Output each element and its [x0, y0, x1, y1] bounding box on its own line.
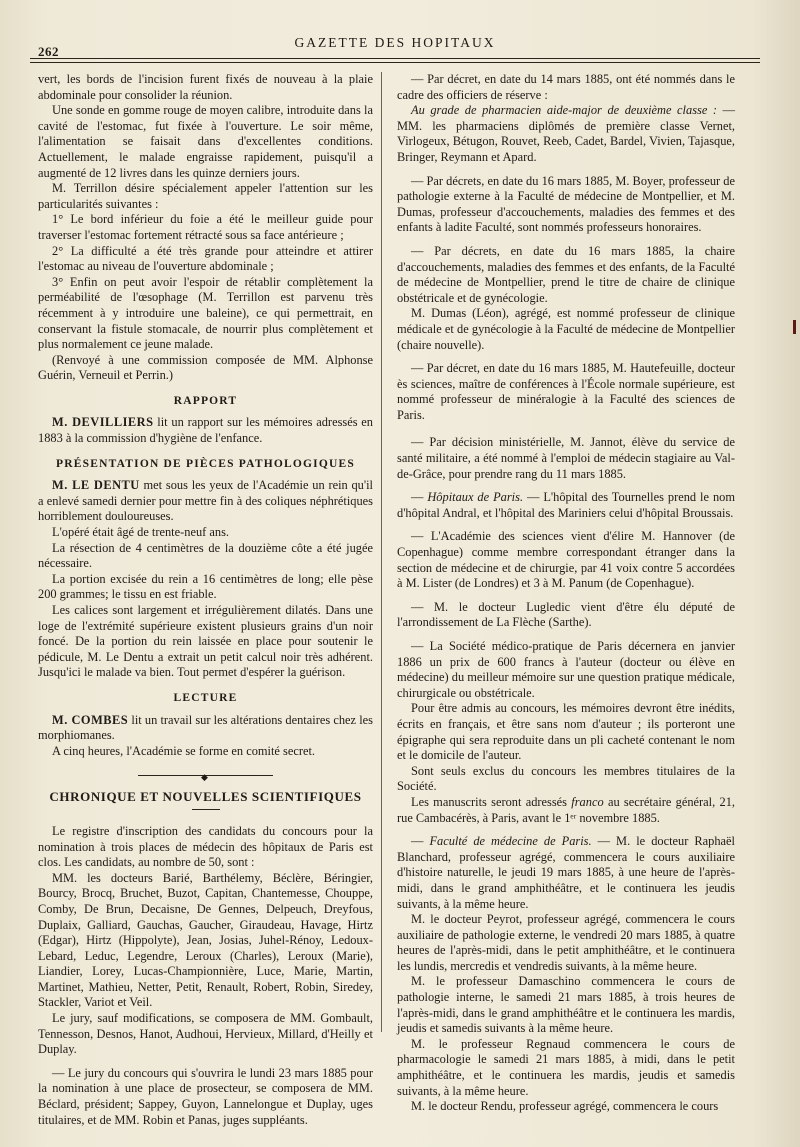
paragraph: — Par décision ministérielle, M. Jannot, élève du service de santé militaire, a été nommé à l'emploi de médecin stagiaire au Val-de-Grâce, pour prendre rang du 11 mars 1885.	[397, 435, 735, 481]
spacer	[397, 592, 735, 600]
paragraph: MM. les docteurs Barié, Barthélemy, Béclère, Béringier, Bourcy, Brocq, Bruchet, Buzot, Capitan, Chantemesse, Chouppe, Comby, De Brun, Decaisne, De Gennes, Delpeuch, Dreyfous, Duplaix, Galliard, Gauchas, Gaucher, Giraudeau, Havage, Hirtz (Edgar), Hirtz (Hippolyte), Jean, Josias, Juhel-Rénoy, Ledoux-Lebard, Leduc, Legendre, Leroux (Charles), Leroux (Marie), Liandier, Lorey, Lucas-Championnière, Luce, Marie, Martin, Martinet, Mathieu, Netter, Petit, Renault, Robert, Robin, Siredey, Stackler, Variot et Veil.	[38, 870, 373, 1010]
spacer	[397, 353, 735, 361]
paragraph: M. le docteur Peyrot, professeur agrégé, commencera le cours auxiliaire de pathologie externe, le vendredi 20 mars 1885, à quatre heures de l'après-midi, dans le petit amphithéâtre, et le continuera les lundis, mercredis et vendredis suivants, à la même heure.	[397, 912, 735, 973]
paragraph: Pour être admis au concours, les mémoires devront être inédits, écrits en français, et être sans nom d'auteur ; ils porteront une épigraphe qui sera reproduite dans un pli cacheté contenant le nom et le domicile de l'auteur.	[397, 701, 735, 763]
paragraph: La résection de 4 centimètres de la douzième côte a été jugée nécessaire.	[38, 540, 373, 571]
list-item: 3° Enfin on peut avoir l'espoir de rétablir complètement la perméabilité de l'œsophage (M. Terrillon est parvenu très récemment à y introduire une baleine), ce qui permettrait, en conservant la fistule stomacale, de nourrir plus complètement et plus normalement ce jeune malade.	[38, 274, 373, 352]
paragraph	[397, 795, 735, 826]
running-title: GAZETTE DES HOPITAUX	[294, 35, 496, 50]
page-edge-mark	[793, 320, 796, 334]
paragraph: — Par décrets, en date du 16 mars 1885, la chaire d'accouchements, maladies des femmes et des enfants, de la Faculté de médecine de Montpellier, prend le titre de chaire de clinique obstétricale et de gynécologie.	[397, 243, 735, 305]
paragraph: Le registre d'inscription des candidats du concours pour la nomination à trois places de médecin des hôpitaux de Paris est clos. Les candidats, au nombre de 50, sont :	[38, 823, 373, 870]
paragraph: M. le professeur Regnaud commencera le cours de pharmacologie le samedi 21 mars 1885, à midi, dans le petit amphithéâtre, et le continuera les mardis, jeudis et samedis suivants, à la même heure.	[397, 1036, 735, 1098]
paragraph: Les calices sont largement et irrégulièrement dilatés. Dans une loge de l'extrémité supérieure existent plusieurs grains d'un noir foncé. De la portion du rein laissée en place pour soutenir le pédicule, M. Le Dentu a extrait un petit calcul noir très adhérent. Jusqu'ici le malade va bien. Tout permet d'espérer la guérison.	[38, 603, 373, 680]
paragraph: Une sonde en gomme rouge de moyen calibre, introduite dans la cavité de l'estomac, fut fixée à l'ouverture. Le soir même, l'alimentation se faisait dans d'excellentes conditions. Actuellement, le malade engraisse rapidement, puisqu'il a augmenté de 12 livres dans les quinze derniers jours.	[38, 103, 373, 180]
list-item: 1° Le bord inférieur du foie a été le meilleur guide pour traverser l'estomac fortement rétracté sous sa face antérieure ;	[38, 212, 373, 242]
ornament-divider	[38, 769, 373, 781]
spacer	[397, 631, 735, 639]
spacer	[397, 826, 735, 834]
spacer	[38, 1058, 373, 1066]
paragraph	[38, 713, 373, 744]
paragraph-text: Les manuscrits seront adressés	[411, 794, 572, 809]
section-heading-rapport: RAPPORT	[173, 394, 238, 407]
list-item: 2° La difficulté a été très grande pour atteindre et attirer l'estomac au niveau de l'ouverture abdominale ;	[38, 243, 373, 274]
paragraph: — Par décret, en date du 14 mars 1885, ont été nommés dans le cadre des officiers de réserve :	[397, 72, 735, 102]
paragraph: — L'Académie des sciences vient d'élire M. Hannover (de Copenhague) comme membre correspondant étranger dans la section de médecine et de chirurgie, par 41 voix contre 5 accordées à M. Lister (de Londres) et 3 à M. Panum (de Copenhague).	[397, 529, 735, 591]
paragraph: Le jury, sauf modifications, se composera de MM. Gombault, Tennesson, Desnos, Hanot, Audhoui, Hervieux, Millard, d'Heilly et Duplay.	[38, 1011, 373, 1057]
italic-text: Faculté de médecine de Paris.	[429, 834, 592, 849]
paragraph	[397, 490, 735, 521]
spacer	[397, 482, 735, 490]
speaker-name: M. COMBES	[52, 712, 129, 727]
page-header	[30, 30, 760, 58]
paragraph: Sont seuls exclus du concours les membres titulaires de la Société.	[397, 763, 735, 794]
speaker-name: M. DEVILLIERS	[52, 415, 154, 430]
paragraph: A cinq heures, l'Académie se forme en comité secret.	[52, 743, 316, 758]
paragraph: — Par décrets, en date du 16 mars 1885, M. Boyer, professeur de pathologie externe à la Faculté de médecine de Montpellier, et M. Dumas, professeur d'accouchements, maladies des femmes et des enfants à ladite Faculté, sont nommés professeurs honoraires.	[397, 173, 735, 235]
column-divider	[381, 72, 382, 1032]
paragraph	[38, 415, 373, 446]
spacer	[397, 236, 735, 244]
paragraph: — La Société médico-pratique de Paris décernera en janvier 1886 un prix de 600 francs à l'auteur (docteur ou élève en médecine) du meilleur mémoire sur une question pratique médicale, chirurgicale ou obstétricale.	[397, 639, 735, 700]
page-number: 262	[38, 44, 59, 59]
paragraph: M. le professeur Damaschino commencera le cours de pathologie interne, le samedi 21 mars 1885, à trois heures de l'après-midi, dans le grand amphithéâtre et le continuera les mardis, jeudis et samedis suivants à la même heure.	[397, 974, 735, 1036]
italic-text: Hôpitaux de Paris.	[427, 490, 524, 505]
spacer	[397, 423, 735, 435]
paragraph: — Le jury du concours qui s'ouvrira le lundi 23 mars 1885 pour la nomination à une place de prosecteur, se composera de MM. Béclard, président; Sappey, Guyon, Lannelongue et Duplay, uges titulaires, et de MM. Robin et Panas, juges suppléants.	[38, 1065, 373, 1127]
speaker-name: M. LE DENTU	[52, 478, 140, 493]
italic-text: franco	[571, 794, 604, 809]
paragraph: L'opéré était âgé de trente-neuf ans.	[52, 525, 229, 540]
italic-text: Au grade de pharmacien aide-major de deuxième classe :	[411, 103, 718, 118]
header-rule-thin	[30, 62, 760, 63]
dash: —	[411, 490, 428, 505]
paragraph-text: — L'hôpital des Tournelles prend le nom d'hôpital Andral, et l'hôpital des Mariniers celui d'hôpital Broussais.	[397, 490, 735, 520]
paragraph	[38, 478, 373, 525]
paragraph: M. Terrillon désire spécialement appeler l'attention sur les particularités suivantes :	[38, 181, 373, 211]
paragraph: — M. le docteur Lugledic vient d'être élu député de l'arrondissement de La Flèche (Sarthe).	[397, 599, 735, 630]
paragraph-text: met sous les yeux de l'Académie un rein qu'il a enlevé samedi dernier pour mettre fin à des coliques néphrétiques horriblement douloureuses.	[38, 478, 373, 524]
section-heading-lecture: LECTURE	[173, 691, 238, 704]
ornament-diamond-icon: ◆	[201, 772, 208, 783]
paragraph-text: au secrétaire général, 21, rue Cambacérès, à Paris, avant le 1ᵉʳ novembre 1885.	[397, 794, 736, 825]
paragraph-text: — MM. les pharmaciens diplômés de première classe Vernet, Virlogeux, Bétugon, Rouvet, Reeb, Cadet, Bardel, Vivien, Tajasque, Bringer, Reymann et Apard.	[397, 103, 735, 164]
header-rule	[30, 58, 760, 59]
paragraph-text: lit un rapport sur les mémoires adressés en 1883 à la commission d'hygiène de l'enfance.	[38, 415, 374, 446]
paragraph	[397, 103, 735, 165]
spacer	[397, 166, 735, 174]
short-rule	[192, 809, 220, 810]
paragraph: (Renvoyé à une commission composée de MM. Alphonse Guérin, Verneuil et Perrin.)	[38, 352, 373, 383]
dash: —	[411, 834, 430, 849]
spacer	[397, 521, 735, 529]
paragraph: vert, les bords de l'incision furent fixés de nouveau à la plaie abdominale pour consolider la réunion.	[38, 72, 373, 102]
right-column	[397, 72, 735, 1115]
paragraph	[397, 834, 735, 912]
left-column	[38, 72, 373, 1128]
paragraph: M. le docteur Rendu, professeur agrégé, commencera le cours	[411, 1099, 719, 1114]
section-heading-presentation: PRÉSENTATION DE PIÈCES PATHOLOGIQUES	[56, 457, 355, 470]
paragraph: — Par décret, en date du 16 mars 1885, M. Hautefeuille, docteur ès sciences, maître de conférences à l'École normale supérieure, est nommé professeur de minéralogie à la Faculté des sciences de Paris.	[397, 361, 735, 422]
paragraph: La portion excisée du rein a 16 centimètres de long; elle pèse 200 grammes; le tissu en est friable.	[38, 571, 373, 602]
paragraph: M. Dumas (Léon), agrégé, est nommé professeur de clinique médicale et de gynécologie à la Faculté de médecine de Montpellier (chaire nouvelle).	[397, 306, 735, 352]
paragraph-text: — M. le docteur Raphaël Blanchard, professeur agrégé, commencera le cours auxiliaire d'histoire naturelle, le jeudi 19 mars 1885, à une heure de l'après-midi, dans le grand amphithéâtre, et le continuera les jeudis suivants, à la même heure.	[397, 834, 735, 911]
section-heading-chronique: CHRONIQUE ET NOUVELLES SCIENTIFIQUES	[49, 789, 362, 805]
paragraph-text: lit un travail sur les altérations dentaires chez les morphiomanes.	[38, 712, 373, 743]
